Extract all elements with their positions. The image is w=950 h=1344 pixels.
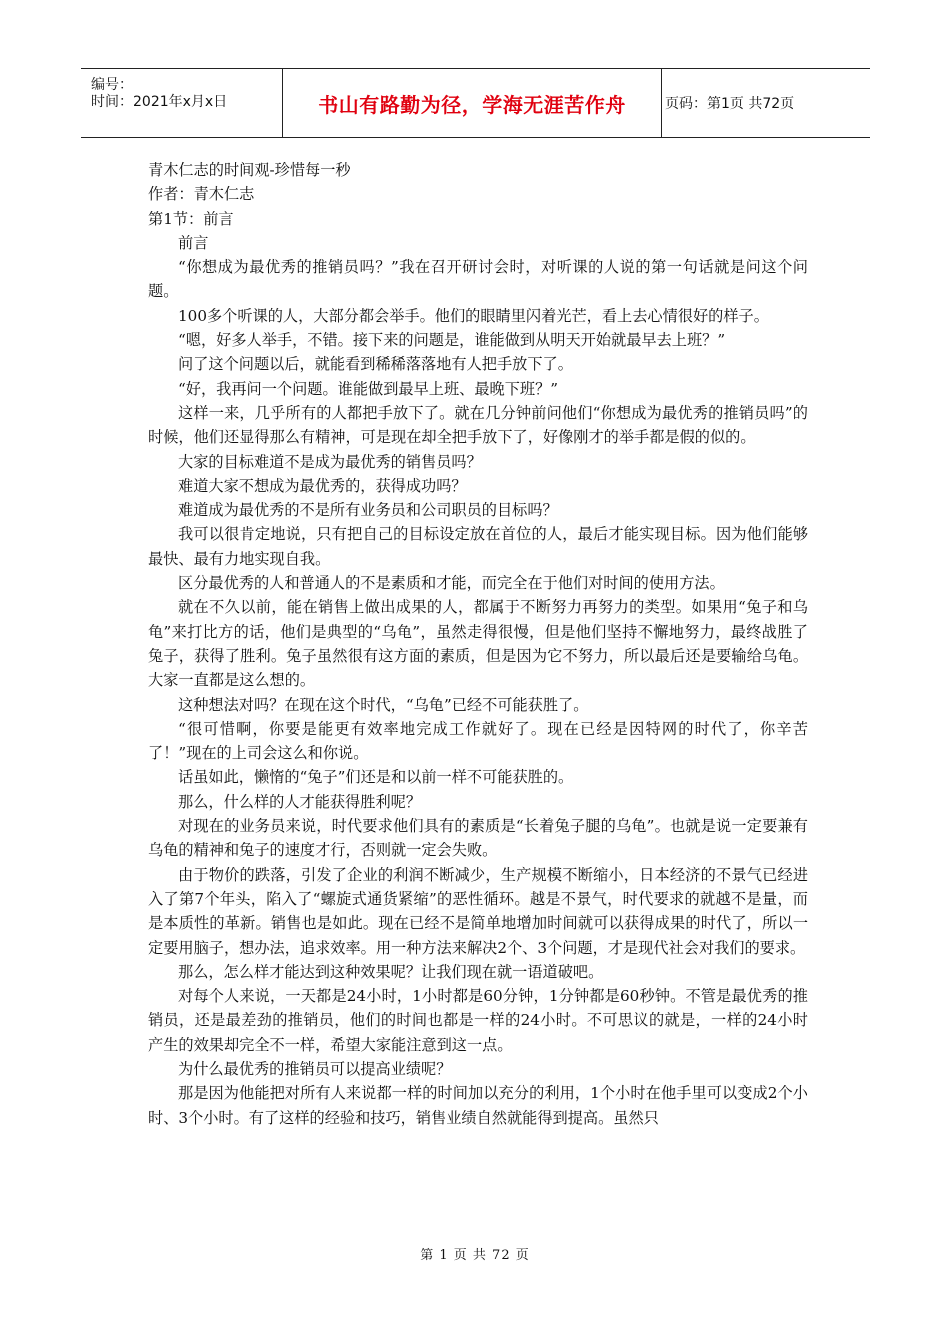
doc-title: 青木仁志的时间观-珍惜每一秒: [148, 161, 351, 179]
paragraph: “嗯，好多人举手，不错。接下来的问题是，谁能做到从明天开始就最早去上班？”: [178, 331, 726, 350]
paragraph: 大家的目标难道不是成为最优秀的销售员吗？: [178, 452, 482, 471]
paragraph: 为什么最优秀的推销员可以提高业绩呢？: [178, 1059, 452, 1078]
paragraph: 对现在的业务员来说，时代要求他们具有的素质是“长着兔子腿的乌龟”。也就是说一定要兼有乌龟的精神和兔子的速度才行，否则就一定会失败。: [148, 817, 808, 860]
header-motto: 书山有路勤为径，学海无涯苦作舟: [318, 92, 626, 117]
doc-number-label: 编号：: [91, 77, 133, 93]
doc-date-label: 时间：2021年x月x日: [91, 94, 228, 110]
paragraph: 难道成为最优秀的不是所有业务员和公司职员的目标吗？: [178, 501, 558, 520]
paragraph-list: [148, 231, 808, 1130]
paragraph: 难道大家不想成为最优秀的，获得成功吗？: [178, 476, 467, 495]
paragraph: 话虽如此，懒惰的“兔子”们还是和以前一样不可能获胜的。: [178, 768, 574, 787]
paragraph: 100多个听课的人，大部分都会举手。他们的眼睛里闪着光芒，看上去心情很好的样子。: [178, 306, 769, 325]
paragraph: “很可惜啊，你要是能更有效率地完成工作就好了。现在已经是因特网的时代了，你辛苦了！”现在的上司会这么和你说。: [148, 719, 808, 763]
paragraph: 对每个人来说，一天都是24小时，1小时都是60分钟，1分钟都是60秒钟。不管是最优秀的推销员，还是最差劲的推销员，他们的时间也都是一样的24小时。不可思议的就是，一样的24小时产生的效果却完全不一样，希望大家能注意到这一点。: [148, 987, 808, 1054]
paragraph: 由于物价的跌落，引发了企业的利润不断减少，生产规模不断缩小，日本经济的不景气已经进入了第7个年头，陷入了“螺旋式通货紧缩”的恶性循环。越是不景气，时代要求的就越不是量，而是本质性的革新。销售也是如此。现在已经不是简单地增加时间就可以获得成果的时代了，所以一定要用脑子，想办法，追求效率。用一种方法来解决2个、3个问题，才是现代社会对我们的要求。: [148, 865, 808, 957]
paragraph: 那么，什么样的人才能获得胜利呢？: [178, 792, 421, 811]
header-page-cell: [661, 69, 870, 137]
paragraph: 那是因为他能把对所有人来说都一样的时间加以充分的利用，1个小时在他手里可以变成2个小时、3个小时。有了这样的经验和技巧，销售业绩自然就能得到提高。虽然只: [148, 1084, 808, 1127]
paragraph: 我可以很肯定地说，只有把自己的目标设定放在首位的人，最后才能实现目标。因为他们能够最快、最有力地实现自我。: [148, 525, 808, 568]
paragraph: 这种想法对吗？在现在这个时代，“乌龟”已经不可能获胜了。: [178, 695, 589, 714]
paragraph: “你想成为最优秀的推销员吗？”我在召开研讨会时，对听课的人说的第一句话就是问这个问题。: [148, 258, 808, 301]
paragraph: 这样一来，几乎所有的人都把手放下了。就在几分钟前问他们“你想成为最优秀的推销员吗”的时候，他们还显得那么有精神，可是现在却全把手放下了，好像刚才的举手都是假的似的。: [148, 403, 808, 447]
document-body: [148, 158, 808, 1130]
doc-author: 作者：青木仁志: [148, 185, 255, 204]
paragraph: 那么，怎么样才能达到这种效果呢？让我们现在就一语道破吧。: [178, 962, 604, 981]
page-footer: 第 1 页 共 72 页: [420, 1248, 530, 1263]
header-page-label: 页码：第1页 共72页: [665, 96, 795, 112]
paragraph: “好，我再问一个问题。谁能做到最早上班、最晚下班？”: [178, 379, 559, 398]
header-motto-cell: [282, 69, 662, 137]
page-header: [81, 68, 870, 138]
header-info-cell: [81, 69, 281, 137]
paragraph: 问了这个问题以后，就能看到稀稀落落地有人把手放下了。: [178, 355, 573, 374]
paragraph: 前言: [178, 233, 209, 252]
paragraph: 区分最优秀的人和普通人的不是素质和才能，而完全在于他们对时间的使用方法。: [178, 574, 725, 593]
doc-section-heading: 第1节：前言: [148, 209, 234, 228]
paragraph: 就在不久以前，能在销售上做出成果的人，都属于不断努力再努力的类型。如果用“兔子和乌龟”来打比方的话，他们是典型的“乌龟”，虽然走得很慢，但是他们坚持不懈地努力，最终战胜了兔子，获得了胜利。兔子虽然很有这方面的素质，但是因为它不努力，所以最后还是要输给乌龟。大家一直都是这么想的。: [148, 598, 808, 690]
